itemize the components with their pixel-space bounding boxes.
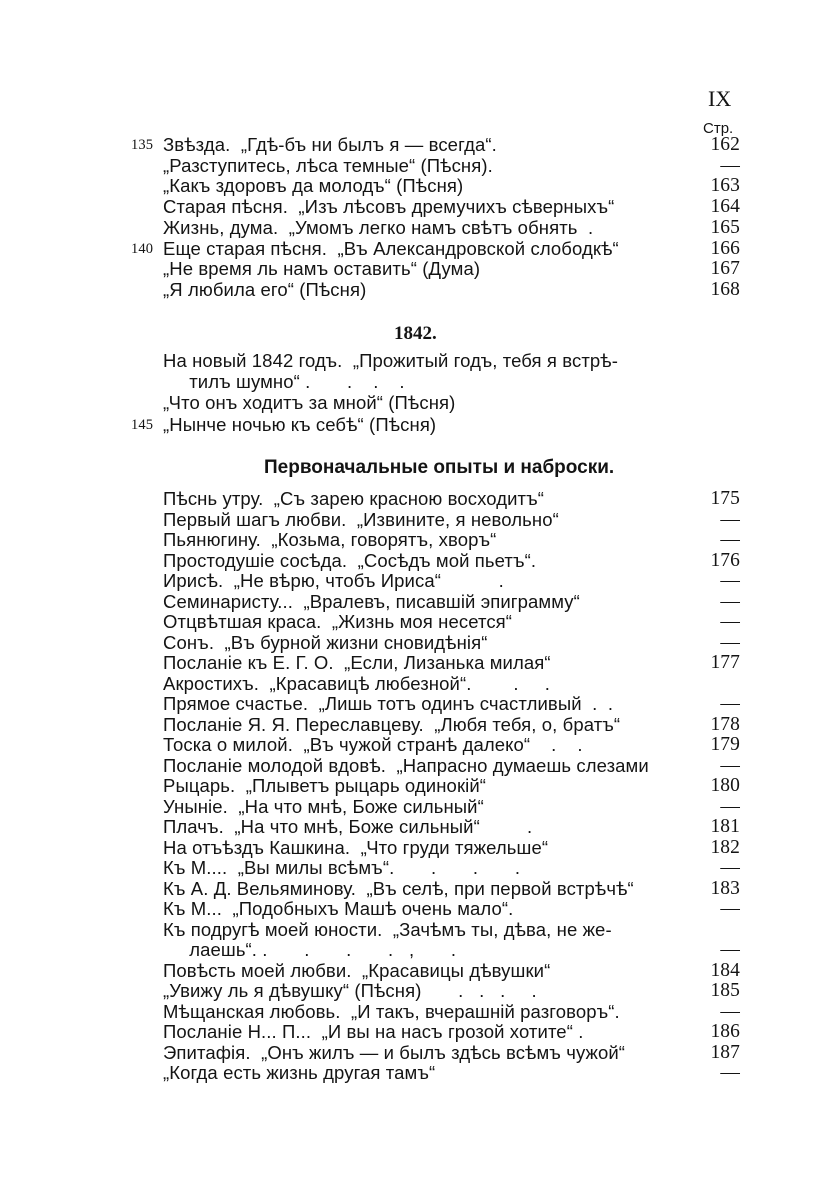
entry-title: Еще старая пѣсня. „Въ Александровской слободкѣ“ [163, 237, 619, 259]
entry-page: 163 [710, 175, 740, 197]
entry-title: Къ А. Д. Вельяминову. „Въ селѣ, при первой встрѣчѣ“ [163, 877, 634, 899]
entry-title: Первый шагъ любви. „Извините, я невольно“ [163, 508, 559, 530]
entry-title: Семинаристу... „Вралевъ, писавшій эпиграмму“ [163, 590, 580, 612]
toc-entry [163, 488, 740, 510]
section-heading: Первоначальные опыты и наброски. [264, 457, 615, 478]
entry-title: „Когда есть жизнь другая тамъ“ [163, 1062, 436, 1083]
entry-page: — [720, 693, 740, 714]
entry-page: 167 [710, 258, 740, 280]
toc-entry [163, 816, 740, 838]
entry-title: „Разступитесь, лѣса темные“ (Пѣсня). [163, 154, 493, 176]
toc-entry [163, 611, 740, 633]
entry-title: Пьянюгину. „Козьма, говорятъ, хворъ“ [163, 529, 497, 550]
entry-page: — [720, 590, 740, 612]
toc-entry [131, 237, 740, 260]
toc-entry [163, 960, 740, 982]
toc-entry [163, 570, 740, 592]
entry-page: 185 [710, 980, 740, 1001]
entry-page: — [720, 754, 740, 776]
toc-entry [163, 371, 740, 393]
toc-entry [163, 279, 740, 301]
entry-title: „Я любила его“ (Пѣсня) [163, 278, 367, 300]
toc-entry [163, 550, 740, 572]
entry-page: 180 [710, 775, 740, 796]
entry-title: Сонъ. „Въ бурной жизни сновидѣнія“ [163, 631, 488, 653]
entry-title: тилъ шумно“ . . . . [163, 371, 405, 393]
toc-entry [163, 939, 740, 961]
entry-page: 166 [710, 237, 740, 259]
entry-title: Къ подругѣ моей юности. „Зачѣмъ ты, дѣва, не же- [163, 918, 612, 940]
entry-title: „Нынче ночью къ себѣ“ (Пѣсня) [163, 413, 437, 435]
entry-title: Къ М.... „Вы милы всѣмъ“. . . . [163, 857, 521, 878]
entry-title: Старая пѣсня. „Изъ лѣсовъ дремучихъ сѣверныхъ“ [163, 196, 615, 218]
toc-entry [163, 217, 740, 239]
toc-entry [163, 258, 740, 280]
toc-entry [163, 980, 740, 1002]
page-column-label: Стр. [703, 120, 734, 137]
entry-title: Посланіе молодой вдовѣ. „Напрасно думаешь слезами [163, 754, 649, 776]
toc-entry [163, 775, 740, 797]
entry-page: — [720, 1000, 740, 1022]
entry-page: 184 [710, 959, 740, 981]
entry-title: Жизнь, дума. „Умомъ легко намъ свѣтъ обнять . [163, 216, 594, 238]
entry-page: — [720, 631, 740, 653]
toc-entry [163, 857, 740, 879]
toc-entry [163, 175, 740, 197]
entry-title: Ирисѣ. „Не вѣрю, чтобъ Ириса“ . [163, 570, 504, 591]
entry-page: — [720, 795, 740, 817]
toc-entry [163, 878, 740, 900]
toc-entry [163, 1021, 740, 1043]
entry-page: 186 [710, 1021, 740, 1042]
entry-title: Пѣснь утру. „Съ зарею красною восходитъ“ [163, 488, 545, 509]
toc-entry [163, 919, 740, 941]
toc-entry [163, 734, 740, 756]
entry-title: Посланіе къ Е. Г. О. „Если, Лизанька милая“ [163, 652, 551, 673]
entry-page: 178 [710, 713, 740, 735]
entry-page: 165 [710, 216, 740, 238]
toc-entry [163, 898, 740, 920]
entry-title: Прямое счастье. „Лишь тотъ одинъ счастливый . . [163, 693, 614, 714]
entry-title: Плачъ. „На что мнѣ, Боже сильный“ . [163, 816, 533, 837]
toc-entry [163, 652, 740, 674]
entry-title: Посланіе Н... П... „И вы на насъ грозой хотите“ . [163, 1021, 584, 1042]
toc-entry [163, 1062, 740, 1084]
entry-title: На отъѣздъ Кашкина. „Что груди тяжельше“ [163, 836, 549, 858]
line-number: 140 [131, 240, 154, 257]
entry-title: Уныніе. „На что мнѣ, Боже сильный“ [163, 795, 484, 817]
toc-entry [131, 134, 740, 156]
toc-entry [163, 350, 740, 372]
entry-page: 162 [710, 134, 740, 155]
toc-entry [163, 155, 740, 177]
entry-title: Эпитафія. „Онъ жилъ — и былъ здѣсь всѣмъ чужой“ [163, 1041, 626, 1063]
toc-entry [163, 591, 740, 613]
toc-entry [163, 632, 740, 654]
toc-entry [163, 509, 740, 531]
toc-entry [163, 693, 740, 715]
entry-title: „Что онъ ходитъ за мной“ (Пѣсня) [163, 392, 456, 414]
entry-page: — [720, 529, 740, 550]
entry-page: — [720, 939, 740, 960]
entry-page: 176 [710, 549, 740, 571]
entry-page: — [720, 154, 740, 176]
page-number: IX [708, 86, 732, 111]
toc-entry [163, 755, 740, 777]
entry-title: Отцвѣтшая краса. „Жизнь моя несется“ [163, 611, 513, 632]
entry-title: Посланіе Я. Я. Переславцеву. „Любя тебя, о, братъ“ [163, 713, 621, 735]
entry-page: 179 [710, 734, 740, 755]
entry-title: „Не время ль намъ оставить“ (Дума) [163, 258, 481, 280]
entry-page: 187 [710, 1041, 740, 1063]
entry-page: 168 [710, 278, 740, 300]
entry-page: — [720, 611, 740, 632]
toc-entry [163, 796, 740, 818]
entry-title: Звѣзда. „Гдѣ-бъ ни былъ я — всегда“. [163, 134, 497, 155]
toc-entry [163, 1042, 740, 1064]
entry-page: — [720, 1062, 740, 1083]
entry-title: „Какъ здоровъ да молодъ“ (Пѣсня) [163, 175, 464, 197]
toc-entry [163, 673, 740, 695]
entry-page: 164 [710, 196, 740, 218]
toc-entry [163, 529, 740, 551]
entry-page: 183 [710, 877, 740, 899]
line-number: 135 [131, 137, 154, 153]
entry-page: 181 [710, 816, 740, 837]
entry-title: Рыцарь. „Плыветъ рыцарь одинокій“ [163, 775, 487, 796]
toc-entry [163, 714, 740, 736]
entry-page: — [720, 508, 740, 530]
entry-title: Тоска о милой. „Въ чужой странѣ далеко“ . . [163, 734, 583, 755]
toc-entry [163, 392, 740, 414]
entry-title: Мѣщанская любовь. „И такъ, вчерашній разговоръ“. [163, 1000, 620, 1022]
entry-title: Простодушіе сосѣда. „Сосѣдъ мой пьетъ“. [163, 549, 537, 571]
entry-title: Къ М... „Подобныхъ Машѣ очень мало“. [163, 898, 514, 919]
entry-page: 182 [710, 836, 740, 858]
toc-entry [131, 413, 740, 436]
year-heading: 1842. [394, 323, 437, 344]
toc-entry [163, 837, 740, 859]
entry-page: — [720, 898, 740, 919]
entry-title: Акростихъ. „Красавицѣ любезной“. . . [163, 672, 551, 694]
toc-entry [163, 1001, 740, 1023]
entry-page: 177 [710, 652, 740, 673]
entry-title: На новый 1842 годъ. „Прожитый годъ, тебя я встрѣ- [163, 350, 618, 371]
entry-title: лаешь“. . . . . , . [163, 939, 457, 960]
line-number: 145 [131, 416, 154, 433]
toc-entry [163, 196, 740, 218]
entry-title: „Увижу ль я дѣвушку“ (Пѣсня) . . . . [163, 980, 537, 1001]
entry-page: 175 [710, 488, 740, 509]
entry-title: Повѣсть моей любви. „Красавицы дѣвушки“ [163, 959, 551, 981]
entry-page: — [720, 857, 740, 878]
entry-page: — [720, 570, 740, 591]
